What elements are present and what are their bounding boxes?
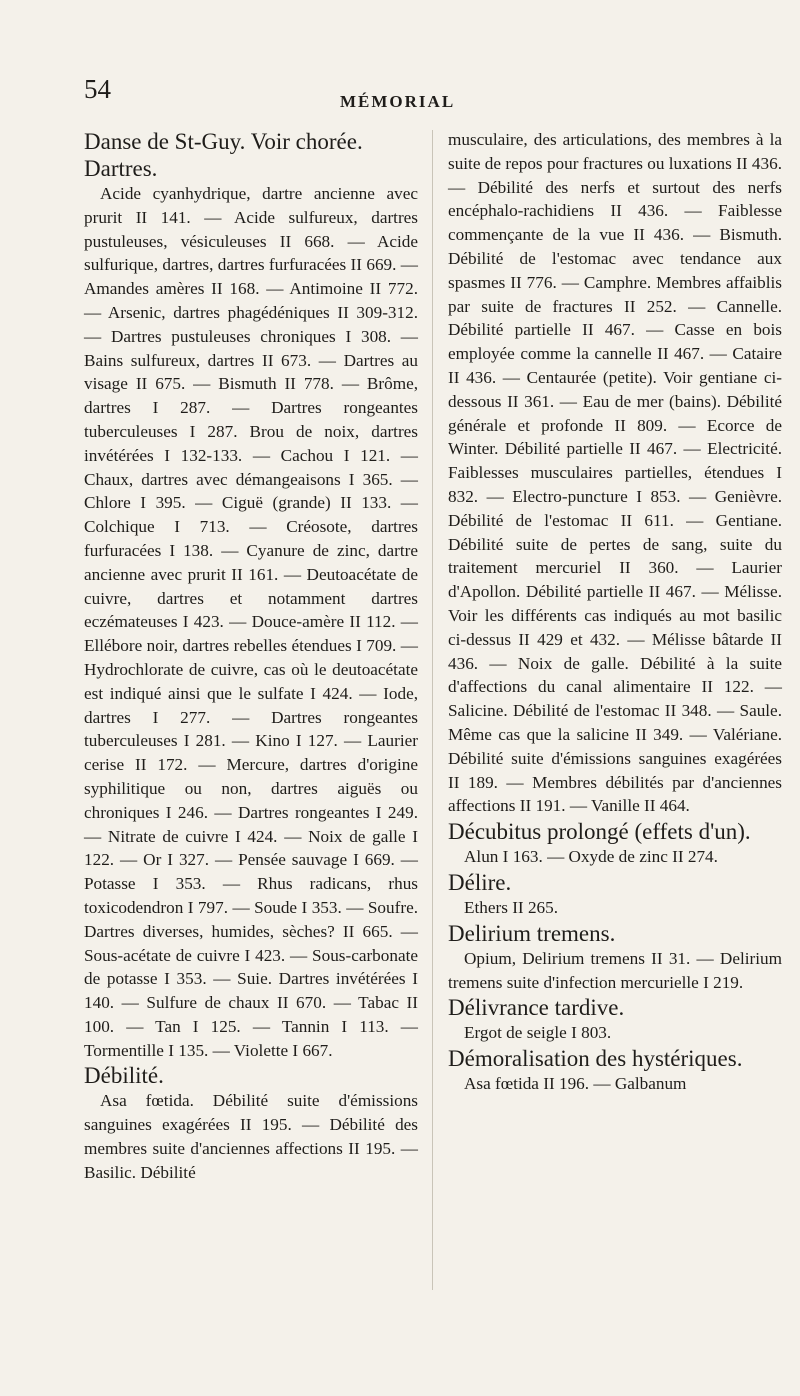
- entry-heading: Délivrance tardive.: [448, 995, 625, 1021]
- entry-text: musculaire, des articulations, des membres à la suite de repos pour fractures ou luxations II 436. — Débilité des nerfs et surtout des nerfs encéphalo-rachidiens II 436. — Faiblesse commençante de la vue II 436. — Bismuth. Débilité de l'estomac avec tendance aux spasmes II 776. — Camphre. Membres affaiblis par suite de fractures II 252. — Cannelle. Débilité partielle II 467. — Casse en bois employée comme la cannelle II 467. — Cataire II 436. — Centaurée (petite). Voir gentiane ci-dessous II 361. — Eau de mer (bains). Débilité générale et profonde II 809. — Ecorce de Winter. Débilité partielle II 467. — Electricité. Faiblesses musculaires partielles, étendues I 832. — Electro-puncture I 853. — Genièvre. Débilité de l'estomac II 611. — Gentiane. Débilité suite de pertes de sang, suite du traitement mercuriel II 360. — Laurier d'Apollon. Débilité partielle II 467. — Mélisse. Voir les différents cas indiqués au mot basilic ci-dessus II 429 et 432. — Mélisse bâtarde II 436. — Noix de galle. Débilité à la suite d'affections du canal alimentaire II 122. — Salicine. Débilité de l'estomac II 348. — Saule. Même cas que la salicine II 349. — Valériane. Débilité suite d'émissions sanguines exagérées II 189. — Membres débilités par d'anciennes affections II 191. — Vanille II 464.: [448, 130, 782, 816]
- entry-text: Ethers II 265.: [464, 897, 559, 917]
- running-head: MÉMORIAL: [340, 92, 456, 111]
- page-number: 54: [84, 74, 111, 104]
- entry-heading: Démoralisation des hystériques.: [448, 1046, 743, 1072]
- entry-text: Opium, Delirium tremens II 31. — Delirium tremens suite d'infection mercurielle I 219.: [448, 948, 782, 992]
- entry-heading: Dartres.: [84, 156, 158, 181]
- entry-heading: Décubitus prolongé (effets d'un).: [448, 819, 751, 845]
- entry-text: Acide cyanhydrique, dartre ancienne avec prurit II 141. — Acide sulfureux, dartres pustuleuses, vésiculeuses II 668. — Acide sulfurique, dartres, dartres furfuracées II 669. — Amandes amères II 168. — Antimoine II 772. — Arsenic, dartres phagédéniques II 309-312. — Dartres pustuleuses chroniques I 308. — Bains sulfureux, dartres II 673. — Dartres au visage II 675. — Bismuth II 778. — Brôme, dartres I 287. — Dartres rongeantes tuberculeuses I 287. Brou de noix, dartres invétérées I 132-133. — Cachou I 121. — Chaux, dartres avec démangeaisons I 365. — Chlore I 395. — Ciguë (grande) II 133. — Colchique I 713. — Créosote, dartres furfuracées I 138. — Cyanure de zinc, dartre ancienne avec prurit II 161. — Deutoacétate de cuivre, dartres et notamment dartres eczémateuses I 423. — Douce-amère II 112. — Ellébore noir, dartres rebelles étendues I 709. — Hydrochlorate de cuivre, cas où le deutoacétate est indiqué ainsi que le sulfate I 424. — Iode, dartres I 277. — Dartres rongeantes tuberculeuses I 281. — Kino I 127. — Laurier cerise II 172. — Mercure, dartres d'origine syphilitique ou non, dartres aiguës ou chroniques I 246. — Dartres rongeantes I 249. — Nitrate de cuivre I 424. — Noix de galle I 122. — Or I 327. — Pensée sauvage I 669. — Potasse I 353. — Rhus radicans, rhus toxicodendron I 797. — Soude I 353. — Soufre. Dartres diverses, humides, sèches? II 665. — Sous-acétate de cuivre I 423. — Sous-carbonate de potasse I 353. — Suie. Dartres invétérées I 140. — Sulfure de chaux II 670. — Tabac II 100. — Tan I 125. — Tannin I 113. — Tormentille I 135. — Violette I 667.: [84, 184, 418, 1060]
- column-divider: [432, 130, 433, 1290]
- entry-text: Asa fœtida II 196. — Galbanum: [464, 1074, 687, 1094]
- entry-text: Ergot de seigle I 803.: [464, 1023, 612, 1043]
- entry-heading: Délire.: [448, 869, 512, 895]
- entry-heading: Danse de St-Guy. Voir chorée.: [84, 129, 363, 154]
- right-column: [448, 128, 782, 1096]
- entry-text: Asa fœtida. Débilité suite d'émissions sanguines exagérées II 195. — Débilité des membres suite d'anciennes affections II 195. — Basilic. Débilité: [84, 1091, 418, 1182]
- left-column: [84, 128, 418, 1185]
- entry-heading: Débilité.: [84, 1063, 164, 1089]
- entry-heading: Delirium tremens.: [448, 920, 616, 946]
- entry-text: Alun I 163. — Oxyde de zinc II 274.: [464, 847, 718, 867]
